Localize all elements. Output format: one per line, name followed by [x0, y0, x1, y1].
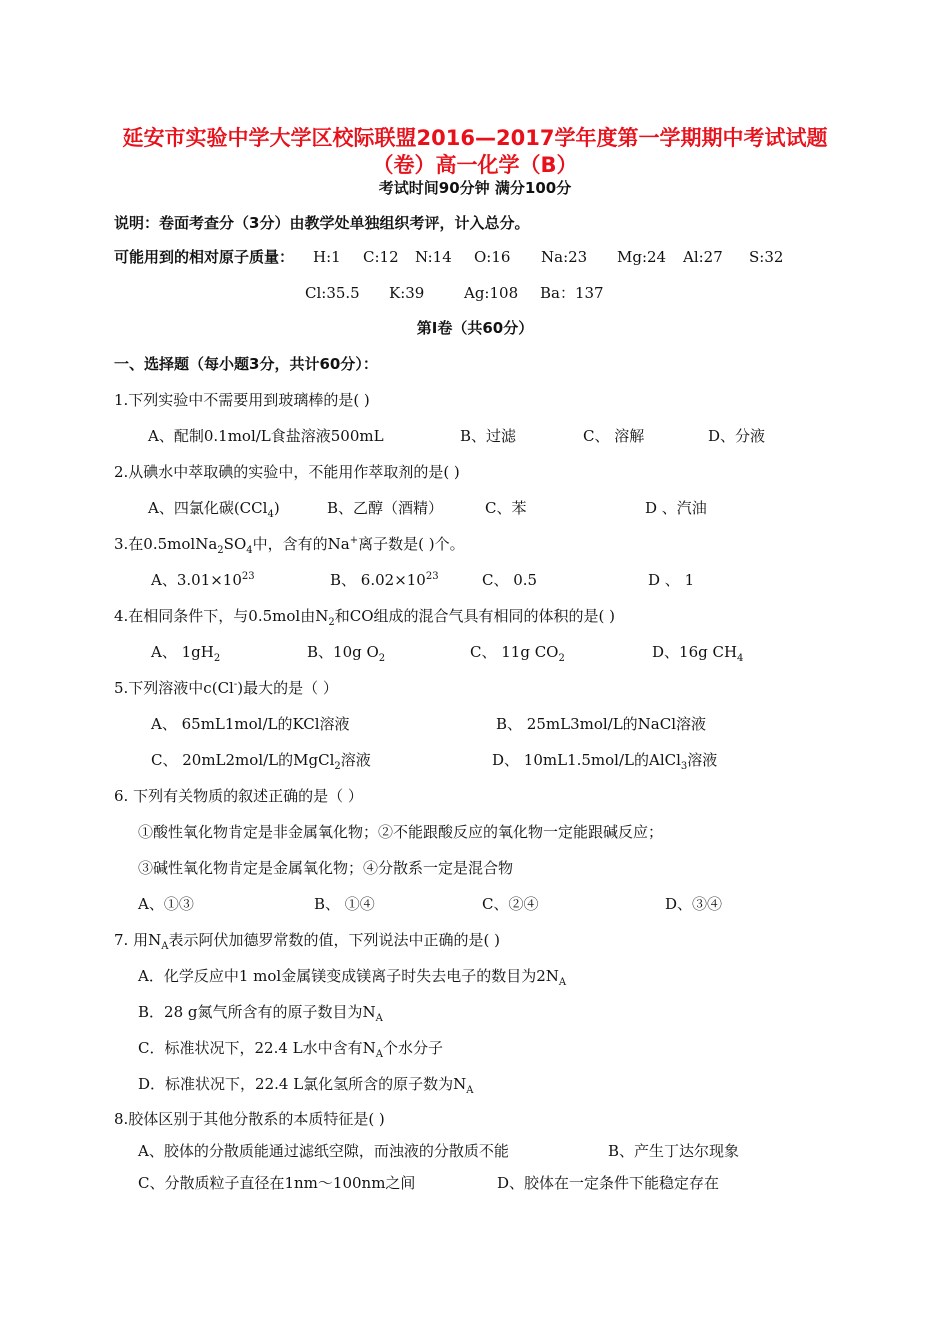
mass-na: Na:23 — [541, 248, 588, 266]
question-8-option-c: C、分散质粒子直径在1nm～100nm之间 — [138, 1174, 416, 1192]
mass-c: C:12 — [363, 248, 399, 266]
question-6-statement-2: ③碱性氧化物肯定是金属氧化物；④分散系一定是混合物 — [138, 859, 514, 877]
mass-ag: Ag:108 — [464, 284, 519, 302]
question-5-option-a: A、 65mL1mol/L的KCl溶液 — [151, 715, 350, 733]
question-6-stem: 6. 下列有关物质的叙述正确的是（ ） — [114, 787, 363, 805]
question-6-statement-1: ①酸性氧化物肯定是非金属氧化物；②不能跟酸反应的氧化物一定能跟碱反应； — [138, 823, 664, 841]
atomic-masses-row1 — [114, 247, 294, 267]
question-8-option-d: D、胶体在一定条件下能稳定存在 — [497, 1174, 720, 1192]
question-8-option-a: A、胶体的分散质能通过滤纸空隙，而浊液的分散质不能 — [138, 1142, 509, 1160]
question-2-stem: 2.从碘水中萃取碘的实验中，不能用作萃取剂的是( ) — [114, 463, 460, 481]
volume-heading: 第Ⅰ卷（共60分） — [416, 319, 534, 337]
mass-cl: Cl:35.5 — [305, 284, 360, 302]
question-4-option-c: C、 11g $CO_2$ — [470, 643, 565, 664]
question-1-stem: 1.下列实验中不需要用到玻璃棒的是( ) — [114, 391, 370, 409]
exam-info: 考试时间90分钟 满分100分 — [378, 179, 572, 197]
mass-n: N:14 — [415, 248, 452, 266]
mass-h: H:1 — [313, 248, 341, 266]
question-5-option-b: B、 25mL3mol/L的NaCl溶液 — [496, 715, 707, 733]
question-3-option-c: C、 0.5 — [482, 571, 538, 589]
question-7-option-b: B．28 g氮气所含有的原子数目为$N_A$ — [138, 1003, 383, 1024]
question-1-option-b: B、过滤 — [460, 427, 517, 445]
question-2-option-c: C、苯 — [485, 499, 527, 517]
question-5-stem: 5.下列溶液中c(Cl-)最大的是（ ） — [114, 679, 338, 697]
question-2-option-a: A、四氯化碳(CCl$_4$) — [148, 499, 280, 520]
question-4-option-b: B、10g $O_2$ — [307, 643, 386, 664]
question-7-option-a: A．化学反应中1 mol金属镁变成镁离子时失去电子的数目为$2N_A$ — [138, 967, 567, 988]
question-7-option-d: D．标准状况下，22.4 L氯化氢所含的原子数为$N_A$ — [138, 1075, 474, 1096]
question-3-option-a: A、$3.01\times 10^{23}$ — [151, 571, 255, 589]
question-7-stem: 7. 用$N_A$表示阿伏加德罗常数的值，下列说法中正确的是( ) — [114, 931, 500, 952]
question-8-option-b: B、产生丁达尔现象 — [608, 1142, 740, 1160]
question-5-option-c: C、 20mL2mol/L的MgCl$_2$溶液 — [151, 751, 371, 772]
question-6-option-d: D、③④ — [665, 895, 723, 913]
mass-al: Al:27 — [683, 248, 723, 266]
question-3-option-d: D 、 1 — [648, 571, 695, 589]
question-1-option-a: A、配制0.1mol/L食盐溶液500mL — [148, 427, 384, 445]
question-8-stem: 8.胶体区别于其他分散系的本质特征是( ) — [114, 1110, 385, 1128]
question-6-option-a: A、①③ — [138, 895, 194, 913]
question-6-option-b: B、 ①④ — [314, 895, 375, 913]
explanation-note: 说明：卷面考查分（3分）由教学处单独组织考评，计入总分。 — [114, 214, 530, 232]
exam-title-line1: 延安市实验中学大学区校际联盟2016—2017学年度第一学期期中考试试题 — [122, 126, 828, 150]
question-3-stem: 3.在$0.5molNa_2SO_4$中，含有的Na+离子数是( )个。 — [114, 535, 465, 556]
question-6-option-c: C、②④ — [482, 895, 539, 913]
mass-k: K:39 — [389, 284, 425, 302]
question-3-option-b: B、 $6.02\times 10^{23}$ — [330, 571, 439, 589]
question-1-option-d: D、分液 — [708, 427, 766, 445]
question-2-option-b: B、乙醇（酒精） — [327, 499, 444, 517]
question-5-option-d: D、 10mL1.5mol/L的AlCl$_3$溶液 — [492, 751, 718, 772]
question-4-stem: 4.在相同条件下，与0.5mol由$N_2$和CO组成的混合气具有相同的体积的是( ) — [114, 607, 615, 628]
question-4-option-a: A、 $1gH_2$ — [151, 643, 221, 664]
mass-s: S:32 — [749, 248, 784, 266]
atomic-masses-label: 可能用到的相对原子质量： — [114, 248, 295, 266]
mass-o: O:16 — [474, 248, 511, 266]
mass-mg: Mg:24 — [617, 248, 667, 266]
question-7-option-c: C．标准状况下，22.4 L水中含有$N_A$个水分子 — [138, 1039, 443, 1060]
exam-title-line2: （卷）高一化学（B） — [372, 153, 578, 177]
mass-ba: Ba：137 — [540, 284, 604, 302]
section-heading: 一、选择题（每小题3分，共计60分）： — [114, 355, 378, 373]
question-2-option-d: D 、汽油 — [645, 499, 707, 517]
question-1-option-c: C、 溶解 — [583, 427, 645, 445]
question-4-option-d: D、16g $CH_4$ — [652, 643, 744, 664]
